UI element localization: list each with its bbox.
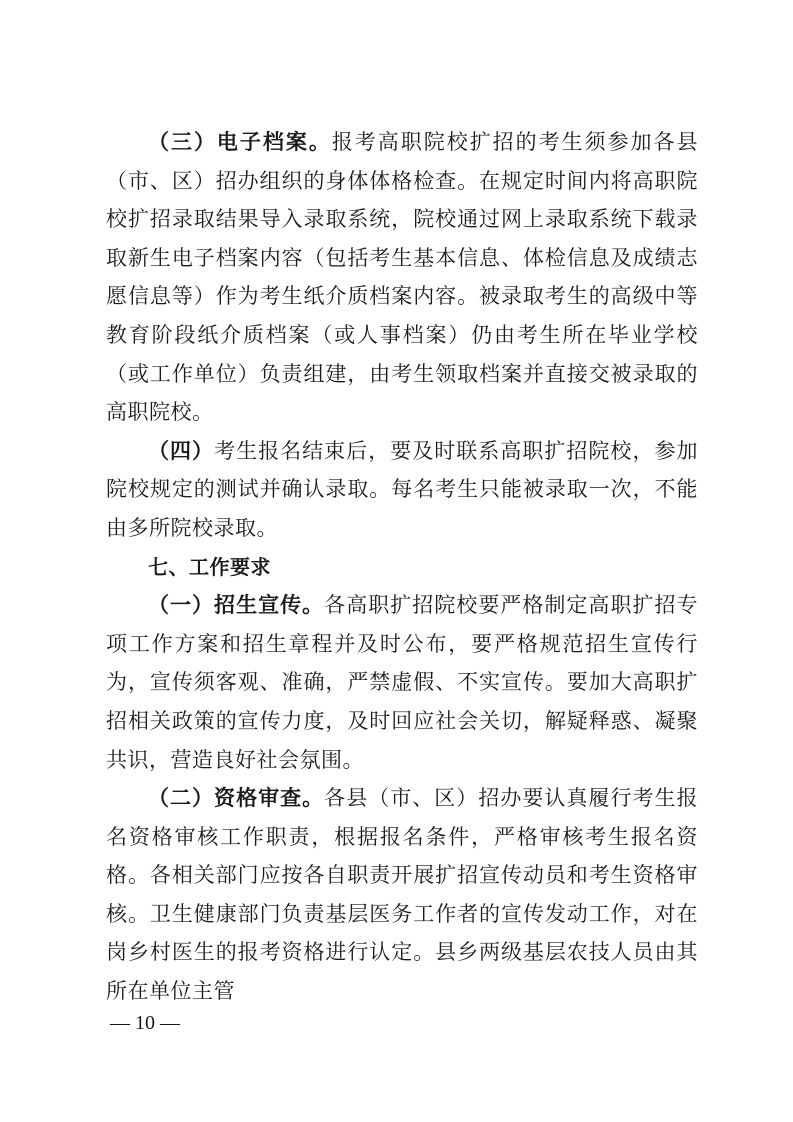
paragraph-text: 报考高职院校扩招的考生须参加各县（市、区）招办组织的身体体格检查。在规定时间内将高职院校扩招录取结果导入录取系统，院校通过网上录取系统下载录取新生电子档案内容（包括考生基本信息、体检信息及成绩志愿信息等）作为考生纸介质档案内容。被录取考生的高级中等教育阶段纸介质档案（或人事档案）仍由考生所在毕业学校（或工作单位）负责组建，由考生领取档案并直接交被录取的高职院校。	[106, 130, 699, 425]
paragraph-qualification-review	[106, 779, 698, 1011]
paragraph-electronic-archive	[106, 123, 698, 432]
paragraph-text: 各县（市、区）招办要认真履行考生报名资格审核工作职责，根据报名条件，严格审核考生报名资格。各相关部门应按各自职责开展扩招宣传动员和考生资格审核。卫生健康部门负责基层医务工作者的宣传发动工作，对在岗乡村医生的报考资格进行认定。县乡两级基层农技人员由其所在单位主管	[106, 786, 699, 1004]
document-body	[106, 123, 698, 1011]
page-number: — 10 —	[110, 1012, 180, 1034]
paragraph-lead: （三）电子档案。	[148, 129, 332, 154]
paragraph-lead: （四）	[148, 437, 215, 463]
paragraph-enrollment-publicity	[106, 586, 698, 779]
paragraph-lead: （一）招生宣传。	[148, 592, 325, 618]
paragraph-registration	[106, 432, 698, 548]
paragraph-lead: （二）资格审查。	[148, 785, 325, 811]
paragraph-text: 考生报名结束后，要及时联系高职扩招院校，参加院校规定的测试并确认录取。每名考生只能被录取一次，不能由多所院校录取。	[106, 438, 698, 540]
section-heading: 七、工作要求	[148, 554, 271, 579]
paragraph-text: 各高职扩招院校要严格制定高职扩招专项工作方案和招生章程并及时公布，要严格规范招生宣传行为，宣传须客观、准确，严禁虚假、不实宣传。要加大高职扩招相关政策的宣传力度，及时回应社会关切，解疑释惑、凝聚共识，营造良好社会氛围。	[106, 593, 699, 772]
